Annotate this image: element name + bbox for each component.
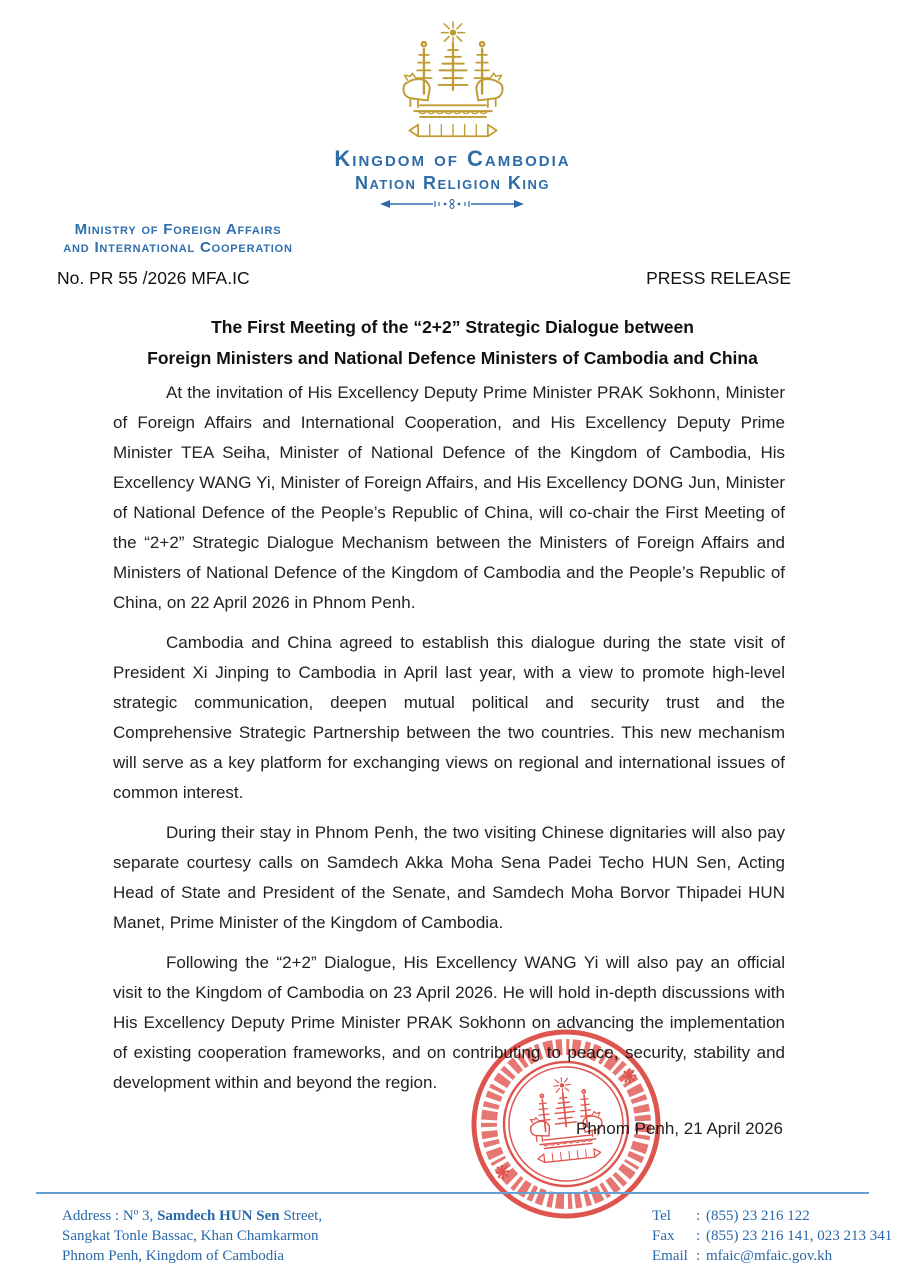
motto-heading: Nation Religion King — [354, 173, 551, 193]
tel-label: Tel — [652, 1208, 671, 1224]
dateline: Phnom Penh, 21 April 2026 — [576, 1119, 783, 1138]
body-paragraph: Cambodia and China agreed to establish this dialogue during the state visit of President Xi Jinping to Cambodia in April last year, with a view to promote high-level strategic communication, deepen mutual political and security trust and the Comprehensive Strategic Partnership between the two countries. This new mechanism will serve as a key platform for exchanging views on regional and international issues of common interest. — [113, 633, 785, 802]
ministry-seal-stamp — [458, 1016, 673, 1231]
press-release-body — [113, 378, 785, 1144]
press-release-title — [0, 312, 905, 374]
fax-value: (855) 23 216 141, 023 213 341 — [706, 1228, 893, 1244]
colon: : — [696, 1228, 701, 1244]
address-street-name: Samdech HUN Sen — [157, 1208, 280, 1224]
footer-contacts — [652, 1206, 902, 1266]
address-suffix: Street, — [279, 1208, 323, 1224]
contact-row-fax — [652, 1226, 902, 1246]
ministry-name — [40, 221, 316, 257]
title-line-2: Foreign Ministers and National Defence Ministers of Cambodia and China — [147, 348, 758, 368]
address-prefix: Address : Nº 3, — [62, 1208, 158, 1224]
fax-label: Fax — [652, 1228, 675, 1244]
contact-row-email — [652, 1246, 902, 1266]
royal-arms-emblem — [392, 20, 514, 146]
footer-address — [62, 1206, 402, 1266]
body-paragraph: During their stay in Phnom Penh, the two visiting Chinese dignitaries will also pay separate courtesy calls on Samdech Akka Moha Sena Padei Techo HUN Sen, Acting Head of State and President of the Senate, and Samdech Moha Borvor Thipadei HUN Manet, Prime Minister of the Kingdom of Cambodia. — [113, 823, 785, 932]
reference-number: No. PR 55 /2026 MFA.IC — [57, 268, 250, 288]
address-line-3: Phnom Penh, Kingdom of Cambodia — [62, 1248, 285, 1264]
address-line-1 — [62, 1206, 402, 1226]
address-line-2: Sangkat Tonle Bassac, Khan Chamkarmon — [62, 1228, 319, 1244]
email-label: Email — [652, 1248, 688, 1264]
body-paragraph: Following the “2+2” Dialogue, His Excellency WANG Yi will also pay an official visit to the Kingdom of Cambodia on 23 April 2026. He will hold in-depth discussions with His Excellency Deputy Prime Minister PRAK Sokhonn on advancing the implementation of existing cooperation frameworks, and on contributing to peace, security, stability and development within and beyond the region. — [113, 953, 785, 1092]
tel-value: (855) 23 216 122 — [706, 1208, 810, 1224]
ornamental-divider — [377, 197, 527, 211]
document-type-label: PRESS RELEASE — [646, 268, 791, 288]
colon: : — [696, 1208, 701, 1224]
footer-rule — [36, 1192, 869, 1194]
ministry-line-2: and International Cooperation — [63, 239, 293, 256]
body-paragraph: At the invitation of His Excellency Deputy Prime Minister PRAK Sokhonn, Minister of Foreign Affairs and International Cooperation, and His Excellency Deputy Prime Minister TEA Seiha, Minister of National Defence of the Kingdom of Cambodia, His Excellency WANG Yi, Minister of Foreign Affairs, and His Excellency DONG Jun, Minister of National Defence of the People’s Republic of China, will co-chair the First Meeting of the “2+2” Strategic Dialogue Mechanism between the Ministers of Foreign Affairs and Ministers of National Defence of the Kingdom of Cambodia and the People’s Republic of China, on 22 April 2026 in Phnom Penh. — [113, 383, 785, 612]
kingdom-heading: Kingdom of Cambodia — [334, 146, 571, 171]
email-value: mfaic@mfaic.gov.kh — [706, 1248, 833, 1264]
title-line-1: The First Meeting of the “2+2” Strategic Dialogue between — [211, 317, 694, 337]
colon: : — [696, 1248, 701, 1264]
contact-row-tel — [652, 1206, 902, 1226]
ministry-line-1: Ministry of Foreign Affairs — [74, 221, 282, 238]
